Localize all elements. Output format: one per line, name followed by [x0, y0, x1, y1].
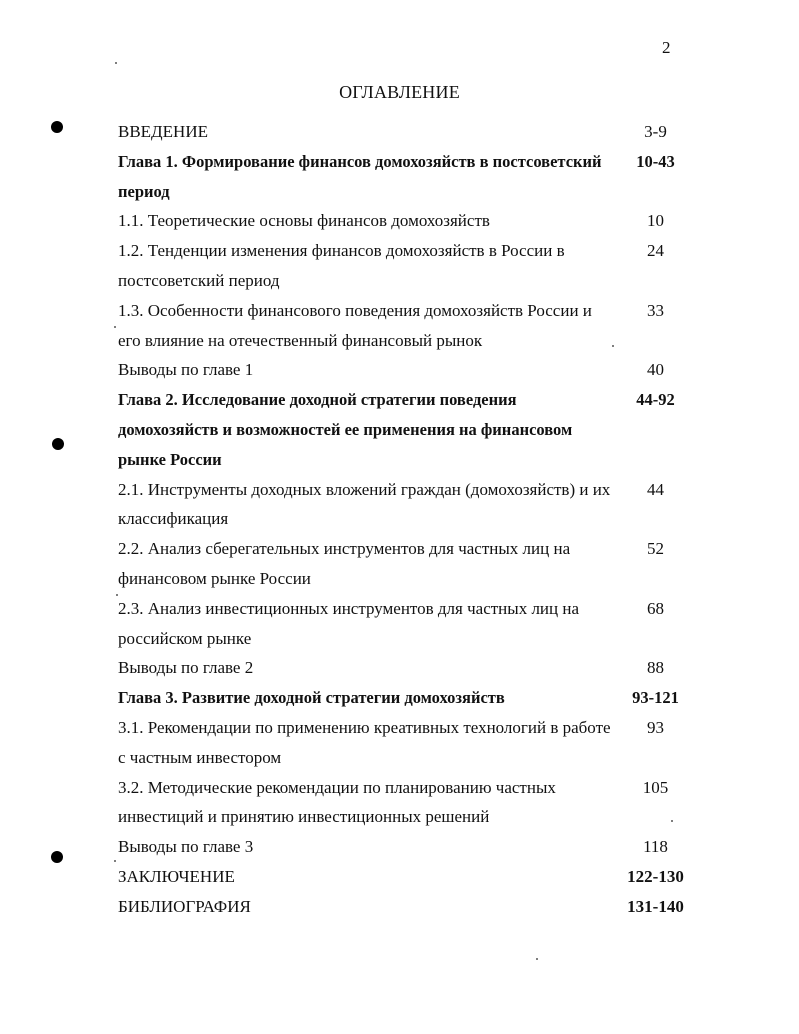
toc-entry-title: ВВЕДЕНИЕ	[118, 122, 208, 141]
toc-entry	[118, 147, 698, 207]
toc-entry-pages: 24	[647, 241, 664, 261]
scan-speck	[671, 820, 673, 822]
scan-speck	[536, 958, 538, 960]
toc-entry-pages: 118	[643, 837, 668, 857]
toc-entry	[118, 773, 698, 833]
toc-entry-title: 3.1. Рекомендации по применению креативных технологий в работе с частным инвестором	[118, 717, 611, 767]
toc-entry-title: Выводы по главе 1	[118, 360, 254, 380]
scan-speck	[114, 326, 116, 328]
toc-entry-pages: 93	[647, 717, 664, 737]
toc-entry-pages: 10	[647, 211, 664, 231]
toc-entry-title: ЗАКЛЮЧЕНИЕ	[118, 866, 235, 886]
toc-entry	[118, 594, 698, 654]
toc-entry-pages: 33	[647, 300, 664, 320]
toc-entry-pages: 93-121	[632, 688, 679, 708]
toc-entry	[118, 355, 698, 385]
toc-entry-pages: 68	[647, 598, 664, 618]
toc-entry	[118, 713, 698, 773]
scan-speck	[115, 62, 117, 64]
toc-entry-pages: 3-9	[644, 122, 667, 141]
toc-entry-pages: 44	[647, 479, 664, 499]
punch-hole-mark	[52, 438, 64, 450]
toc-entry	[118, 236, 698, 296]
toc-entry-title: Глава 3. Развитие доходной стратегии домохозяйств	[118, 688, 505, 708]
toc-entry-title: 3.2. Методические рекомендации по планированию частных инвестиций и принятию инвестиционных решений	[118, 777, 556, 827]
toc-entry	[118, 862, 698, 892]
toc-entry	[118, 683, 698, 713]
toc-entry-title: 2.2. Анализ сберегательных инструментов для частных лиц на финансовом рынке России	[118, 539, 571, 588]
toc-entry-title: 2.1. Инструменты доходных вложений граждан (домохозяйств) и их классификация	[118, 479, 611, 529]
toc-entry-title: Глава 1. Формирование финансов домохозяйств в постсоветский период	[118, 151, 602, 201]
toc-entry-pages: 131-140	[627, 896, 684, 916]
toc-entry-title: Глава 2. Исследование доходной стратегии поведения домохозяйств и возможностей ее применения на финансовом рынке России	[118, 390, 573, 469]
toc-entry	[118, 832, 698, 862]
page-title: ОГЛАВЛЕНИЕ	[339, 82, 460, 102]
toc-entry-pages: 44-92	[636, 390, 675, 410]
page-number: 2	[662, 38, 671, 57]
scan-speck	[114, 860, 116, 862]
toc-entry-title: 1.1. Теоретические основы финансов домохозяйств	[118, 211, 490, 231]
toc-entry	[118, 296, 698, 356]
toc-entry	[118, 475, 698, 535]
toc-entry-title: БИБЛИОГРАФИЯ	[118, 896, 251, 916]
toc-entry-pages: 122-130	[627, 866, 684, 886]
toc-entry	[118, 534, 698, 594]
toc-entry-title: 2.3. Анализ инвестиционных инструментов для частных лиц на российском рынке	[118, 598, 580, 648]
toc-entry-pages: 10-43	[636, 151, 675, 171]
toc-entry-title: Выводы по главе 2	[118, 658, 254, 678]
table-of-contents	[118, 117, 698, 922]
toc-entry	[118, 117, 698, 147]
toc-entry-pages: 105	[642, 777, 669, 797]
toc-entry	[118, 206, 698, 236]
scan-speck	[116, 594, 118, 596]
toc-entry-pages: 40	[647, 360, 664, 380]
toc-entry	[118, 892, 698, 922]
toc-entry	[118, 385, 698, 474]
scan-speck	[612, 345, 614, 347]
toc-entry-pages: 52	[647, 539, 664, 559]
toc-entry-title: 1.2. Тенденции изменения финансов домохозяйств в России в постсоветский период	[118, 241, 565, 290]
toc-entry-pages: 88	[647, 658, 664, 678]
punch-hole-mark	[51, 851, 63, 863]
toc-entry-title: 1.3. Особенности финансового поведения домохозяйств России и его влияние на отечественный финансовый рынок	[118, 300, 592, 350]
punch-hole-mark	[51, 121, 63, 133]
toc-entry	[118, 653, 698, 683]
toc-entry-title: Выводы по главе 3	[118, 837, 254, 857]
